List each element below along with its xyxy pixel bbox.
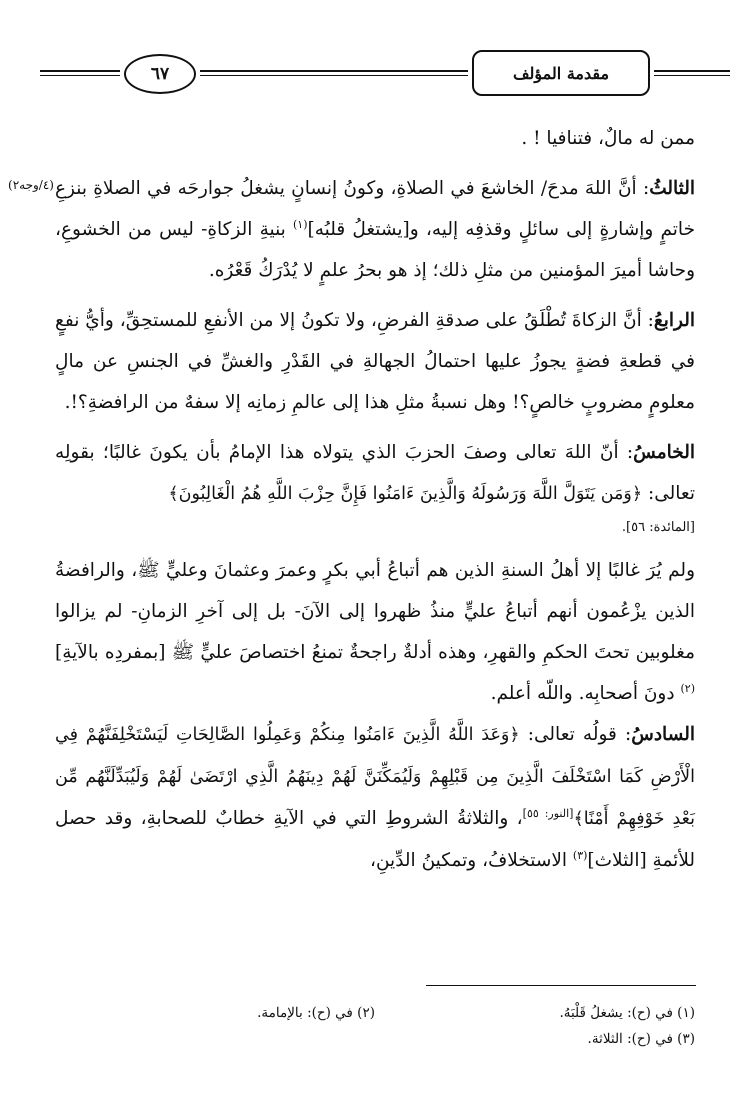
footnote-separator	[426, 985, 696, 986]
point-heading: الثالثُ	[649, 178, 695, 199]
footnote-marker: (١)	[293, 217, 308, 231]
paragraph-text: ، والثلاثةُ الشروطِ التي في الآيةِ خطابٌ للصحابةِ، وقد حصل للأئمةِ [الثلاث]	[55, 808, 695, 871]
point-heading: الخامسُ	[633, 442, 695, 463]
paragraph-text: دونَ أصحابِه. واللّه أعلم.	[490, 683, 681, 704]
verse-reference-text: [المائدة: ٥٦].	[621, 520, 695, 535]
quran-verse: ﴿وَمَن يَتَوَلَّ اللَّهَ وَرَسُولَهُ وَالَّذِينَ ءَامَنُوا فَإِنَّ حِزْبَ اللَّهِ هُمُ الْغَالِبُونَ﴾	[168, 484, 643, 504]
footnote-row	[55, 1000, 695, 1026]
verse-reference	[55, 515, 695, 541]
verse-reference: [النور: ٥٥]	[522, 806, 574, 820]
paragraph-0	[55, 118, 695, 159]
paragraph-text: الاستخلافُ، وتمكينُ الدِّينِ،	[370, 850, 573, 871]
header-rule-middle	[200, 70, 468, 76]
margin-note: (٤/وجه٢)	[8, 178, 54, 192]
chapter-title: مقدمة المؤلف	[472, 50, 650, 96]
paragraph-fourth	[55, 300, 695, 423]
paragraph-text: : أنَّ اللهَ مدحَ/ الخاشعَ في الصلاةِ، وكونُ إنسانٍ يشغلُ جوارحَه في الصلاةِ بنزعِ خاتمٍ وإشارةٍ إلى سائلٍ وقذفِه إليه، و[يشتغلُ قلبُه]	[55, 178, 696, 240]
paragraph-sixth	[55, 714, 695, 881]
point-heading: الرابعُ	[653, 310, 695, 331]
paragraph-text: ولم يُرَ غالبًا إلا أهلُ السنةِ الذين هم أتباعُ أبي بكرٍ وعمرَ وعثمانَ وعليٍّ ﷺ، والرافضةُ الذين يزْعُمون أنهم أتباعُ عليٍّ منذُ ظهروا إلى الآنَ- بل إلى آخرِ الزمانِ- لم يزالوا مغلوبين تحتَ الحكمِ والقهرِ، وهذه أدلةٌ راجحةٌ تمنعُ اختصاصَ عليٍّ ﷺ [بمفردِه بالآيةِ]	[55, 560, 695, 663]
main-text	[55, 118, 695, 881]
point-heading: السادسُ	[631, 724, 695, 745]
footnote-1: (١) في (ح): يشغلُ قَلْبَهُ.	[559, 1005, 695, 1021]
paragraph-text: : أنَّ الزكاةَ تُطْلَقُ على صدقةِ الفرضِ، ولا تكونُ إلا من الأنفعِ للمستحِقِّ، وأيُّ نفعٍ في قطعةِ فضةٍ يجوزُ عليها احتمالُ الجهالةِ في القَدْرِ والغشِّ في الجنسِ عن مالٍ معلومٍ مضروبٍ خالصٍ؟! وهل نسبةُ مثلِ هذا إلى عالمِ زمانِه إلا سفهٌ من الرافضةِ؟!.	[55, 310, 695, 413]
paragraph-fifth	[55, 432, 695, 515]
footnote-row	[55, 1026, 695, 1052]
page-number: ٦٧	[124, 54, 196, 94]
footnotes	[55, 1000, 695, 1052]
quran-verse: ﴿وَعَدَ اللَّهُ الَّذِينَ ءَامَنُوا مِنكُمْ وَعَمِلُوا الصَّالِحَاتِ لَيَسْتَخْلِفَنَّهُمْ فِي الْأَرْضِ كَمَا اسْتَخْلَفَ الَّذِينَ مِن قَبْلِهِمْ وَلَيُمَكِّنَنَّ لَهُمْ دِينَهُمُ الَّذِي ارْتَضَىٰ لَهُمْ وَلَيُبَدِّلَنَّهُم مِّن بَعْدِ خَوْفِهِمْ أَمْنًا﴾	[55, 725, 695, 829]
paragraph-text: : قولُه تعالى:	[519, 724, 632, 745]
page-header	[40, 44, 730, 102]
paragraph-text: بنيةِ الزكاةِ- ليس من الخشوعِ، وحاشا أميرَ المؤمنين من مثلِ ذلك؛ إذ هو بحرُ علمٍ لا يُدْرَكُ قَعْرُه.	[55, 219, 695, 281]
footnote-3: (٣) في (ح): الثلاثة.	[587, 1031, 695, 1047]
header-rule-left	[40, 70, 120, 76]
footnote-marker: (٣)	[572, 848, 588, 862]
paragraph-third	[55, 168, 695, 291]
paragraph-ghalib	[55, 550, 695, 714]
paragraph-text: ممن له مالٌ، فتنافيا ! .	[521, 128, 695, 149]
paragraph-text: : أنّ اللهَ تعالى وصفَ الحزبَ الذي يتولاه هذا الإمامُ بأن يكونَ غالبًا؛ بقولِه تعالى:	[55, 442, 695, 504]
footnote-2: (٢) في (ح): بالإمامة.	[257, 1005, 375, 1021]
footnote-marker: (٢)	[680, 681, 695, 695]
header-rule-right	[654, 70, 730, 76]
